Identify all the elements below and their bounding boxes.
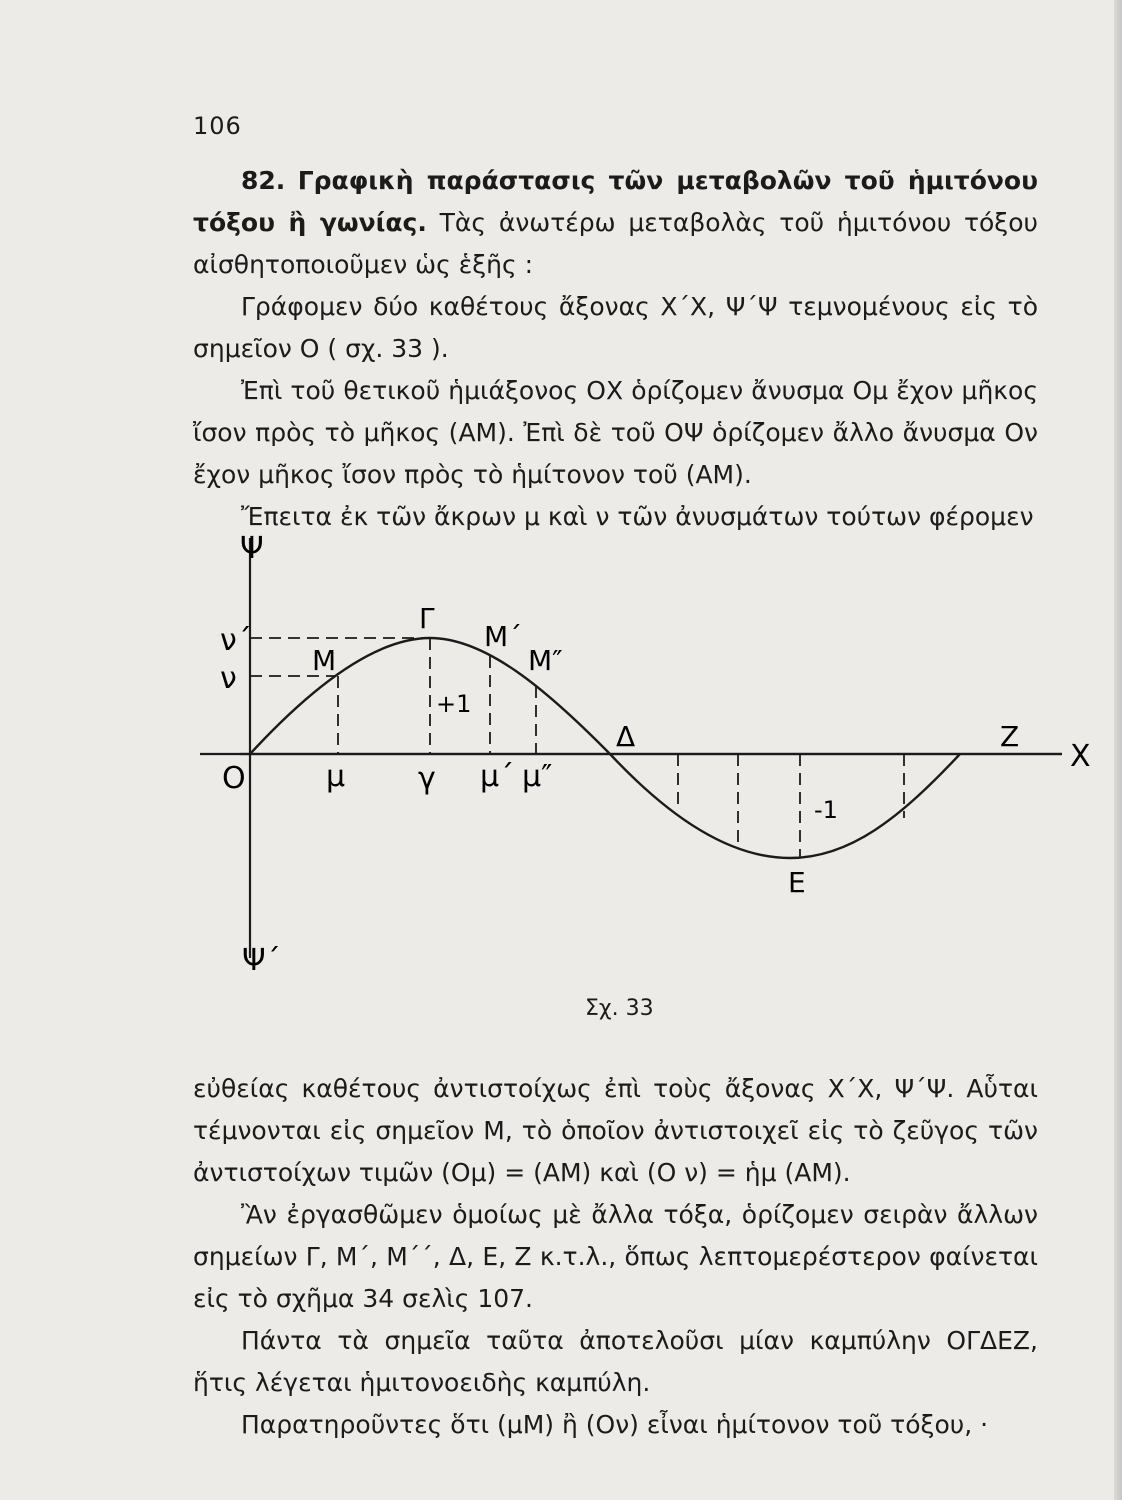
label-gamma-small: γ: [418, 761, 436, 796]
label-m: Μ: [312, 644, 337, 677]
paragraph-perpendiculars: Ἔπειτα ἐκ τῶν ἄκρων μ καὶ ν τῶν ἀνυσμάτων τούτων φέρομεν: [241, 502, 1034, 531]
paragraph-observation: Παρατηροῦντες ὅτι (μΜ) ἢ (Ον) εἶναι ἡμίτονον τοῦ τόξου, ·: [241, 1410, 989, 1439]
paragraph-sine-curve: Πάντα τὰ σημεῖα ταῦτα ἀποτελοῦσι μίαν καμπύλην ΟΓΔΕΖ, ἥτις λέγεται ἡμιτονοειδὴς καμπύλη.: [193, 1326, 1038, 1397]
label-mu-double: μ″: [522, 759, 553, 794]
label-gamma: Γ: [419, 602, 435, 635]
label-plus-one: +1: [436, 690, 472, 718]
label-mu-prime: μ΄: [480, 759, 515, 794]
top-text: [193, 160, 1038, 538]
label-delta: Δ: [616, 720, 636, 753]
label-mu: μ: [326, 759, 346, 794]
page-edge-shadow: [1114, 0, 1122, 1500]
page-number: 106: [193, 112, 242, 140]
section-heading-paragraph: [193, 160, 1038, 286]
label-x: Χ: [1070, 739, 1091, 774]
label-epsilon: Ε: [788, 866, 806, 899]
paragraph-intersection: εὐθείας καθέτους ἀντιστοίχως ἐπὶ τοὺς ἄξονας Χ΄Χ, Ψ΄Ψ. Αὗται τέμνονται εἰς σημεῖον Μ, τὸ ὁποῖον ἀντιστοιχεῖ εἰς τὸ ζεῦγος τῶν ἀντιστοίχων τιμῶν (Ομ) = (ΑΜ) καὶ (Ο ν) = ἡμ (ΑΜ).: [193, 1074, 1038, 1187]
section-number: 82.: [241, 166, 286, 195]
label-origin: Ο: [222, 761, 246, 796]
label-minus-one: -1: [814, 796, 838, 824]
sine-curve-figure: [200, 518, 1091, 988]
label-psi: Ψ: [240, 531, 264, 566]
paragraph-other-points: Ἂν ἐργασθῶμεν ὁμοίως μὲ ἄλλα τόξα, ὁρίζομεν σειρὰν ἄλλων σημείων Γ, Μ΄, Μ΄΄, Δ, Ε, Ζ κ.τ.λ., ὅπως λεπτομερέστερον φαίνεται εἰς τὸ σχῆμα 34 σελὶς 107.: [193, 1200, 1038, 1313]
label-zeta: Ζ: [1000, 720, 1020, 753]
sine-curve: [250, 638, 960, 858]
label-psi-prime: Ψ΄: [242, 943, 281, 978]
label-m-double: Μ″: [528, 644, 563, 677]
label-nu: ν: [220, 661, 237, 696]
label-m-prime: Μ΄: [484, 620, 523, 653]
section-intro: Τὰς ἀνωτέρω μεταβολὰς τοῦ ἡμιτόνου τόξου αἰσθητοποιοῦμεν ὡς ἑξῆς :: [193, 208, 1038, 279]
section-title: Γραφικὴ παράστασις τῶν μεταβολῶν τοῦ ἡμιτόνου τόξου ἢ γωνίας.: [193, 166, 1038, 237]
label-nu-prime: ν΄: [220, 623, 252, 658]
paragraph-vectors: Ἐπὶ τοῦ θετικοῦ ἡμιάξονος ΟΧ ὁρίζομεν ἄνυσμα Ομ ἔχον μῆκος ἴσον πρὸς τὸ μῆκος (ΑΜ). Ἐπὶ δὲ τοῦ ΟΨ ὁρίζομεν ἄλλο ἄνυσμα Ον ἔχον μῆκος ἴσον πρὸς τὸ ἡμίτονον τοῦ (ΑΜ).: [193, 376, 1038, 489]
paragraph-axes: Γράφομεν δύο καθέτους ἄξονας Χ΄Χ, Ψ΄Ψ τεμνομένους εἰς τὸ σημεῖον Ο ( σχ. 33 ).: [193, 292, 1038, 363]
figure-caption: Σχ. 33: [585, 996, 654, 1021]
bottom-text: [193, 1068, 1038, 1446]
